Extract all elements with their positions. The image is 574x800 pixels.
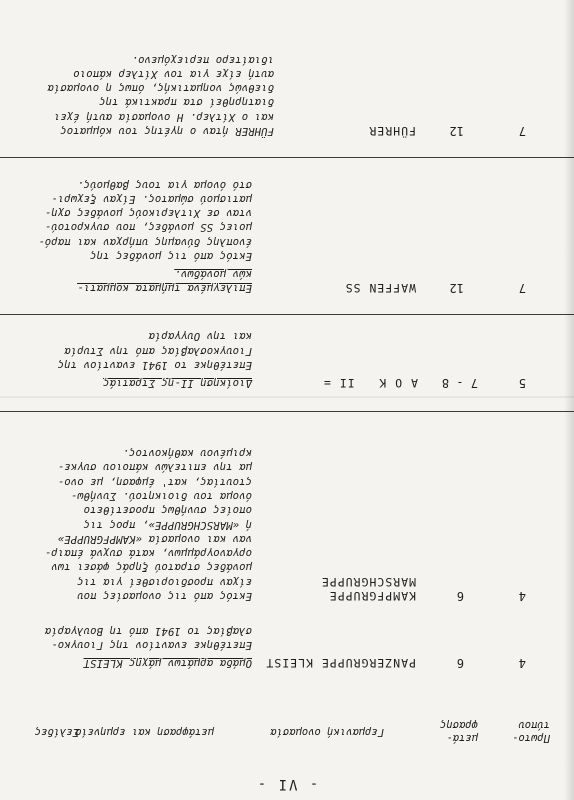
row-german-unit: KAMPFGRUPPE MARSCHGRUPPE bbox=[320, 575, 416, 603]
row-translation-page: 12 bbox=[449, 281, 464, 295]
header-translation-interpretation: μετάφραση και ερμηνεία bbox=[74, 726, 214, 738]
row-description-title: Διοίκηση II-ης Στρατιάς bbox=[103, 377, 252, 389]
page-crease bbox=[0, 396, 574, 398]
header-german-name: Γερμανική ονομασία bbox=[270, 726, 384, 738]
row-description-title: Ομάδα αρμάτων μάχης KLEIST bbox=[83, 657, 252, 669]
row-description: Επετέθηκε το 1941 εναντίον της Γιουγκοσλαβίας από την Στυρία και την Ουγγαρία bbox=[57, 330, 252, 371]
row-original-page: 7 bbox=[518, 281, 526, 295]
row-description: Εκτός από τις μονάδες της ένοπλης δύναμης υπήρχαν και παρό- μοιες SS μονάδες, που συγκροτού- νταν σε Χιτλερικούς μονάδες σχη- ματισμού σώματος. Είχαν ξεχωρι- στό όνομα για τους βαθμούς. bbox=[38, 178, 252, 262]
row-original-page: 4 bbox=[518, 589, 526, 603]
scan-edge-shadow bbox=[564, 0, 574, 800]
row-translation-page: 6 bbox=[456, 656, 464, 670]
row-description: Εκτός από τις ονομασίες που είχαν προσδιορισθεί για τις μονάδες στρατού ξηράς φάσει των οργανογράμμων, κατά συχνά έπαιρ- ναν και ονομασία «KAMPFGRUPPE» ή «MARSCHGRUPPE», προς τις οποίες συνήθως προσετίθετο όνομα του διοικητού. Συνήθω- ςτουτίας, κατ' έμφαση, με ονο- μα την επιτελών κάποιου συγκε- κριμένου καθήκοντος. bbox=[44, 447, 252, 602]
row-description: Επετέθηκε εναντίον της Γιουγκο- σλαβίας το 1941 από τη Βουλγαρία bbox=[44, 624, 252, 651]
row-german-unit: PANZERGRUPPE KLEIST bbox=[265, 656, 416, 670]
header-original-page: Πρωτο- τύπου bbox=[512, 719, 550, 744]
row-translation-page: 12 bbox=[449, 124, 464, 138]
row-german-unit: FÜHRER bbox=[368, 124, 416, 138]
header-translation-page: μετά- φρασης bbox=[440, 719, 478, 744]
row-translation-page: 6 bbox=[456, 589, 464, 603]
row-divider bbox=[0, 314, 574, 315]
row-description-title: Επιλεγμένα τμήματα κομματι- κών μονάδων. bbox=[77, 267, 252, 294]
page-number: - VI - bbox=[255, 776, 319, 792]
row-german-unit: WAFFEN SS bbox=[344, 281, 416, 295]
row-translation-page: 7 - 8 bbox=[441, 376, 478, 390]
row-divider bbox=[0, 411, 574, 412]
header-pages: Σελίδες bbox=[34, 726, 79, 738]
row-description: FÜHRER ήταν ο ηγέτης του κόμματος και ο Χίτλερ. Η ονομασία αυτή έχει διατηρηθεί στα πρακτικά της διεθνώς νοηματικής, όπως η ονομασία αυτή είχε για τον Χίτλερ κάποιο ιδιαίτερο περιεχόμενο. bbox=[47, 53, 274, 137]
row-original-page: 5 bbox=[518, 376, 526, 390]
row-original-page: 7 bbox=[518, 124, 526, 138]
row-divider bbox=[0, 157, 574, 158]
row-original-page: 4 bbox=[518, 656, 526, 670]
row-german-unit: A O K II = bbox=[322, 376, 418, 390]
